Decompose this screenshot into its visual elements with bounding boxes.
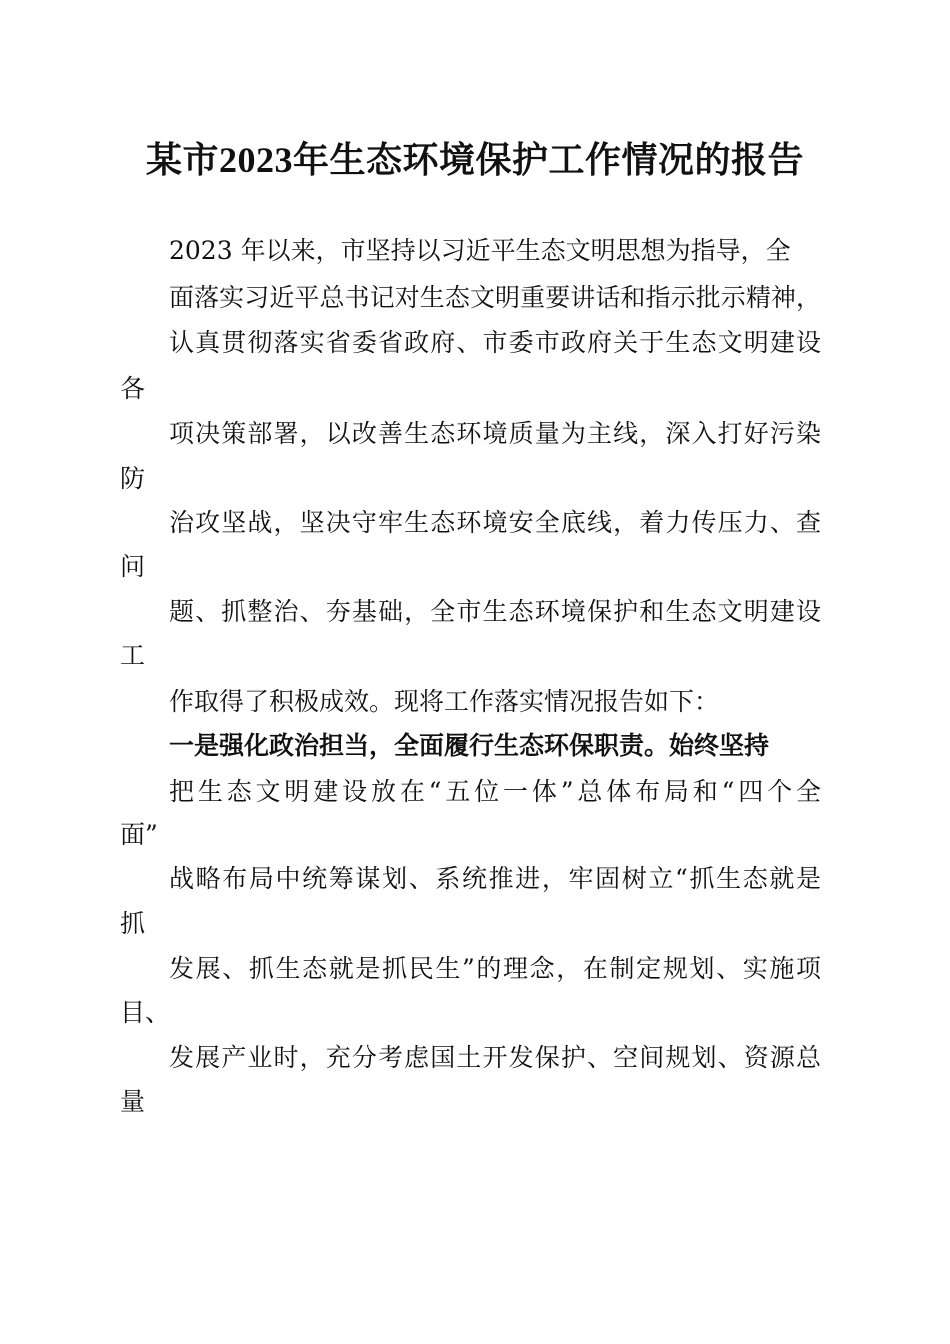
paragraph-line-6-wrap: 工 [120,641,146,670]
paragraph-line-11-wrap: 量 [120,1087,146,1116]
paragraph-line-5-wrap: 问 [120,552,146,581]
paragraph-line-9-wrap: 抓 [120,909,146,938]
section-one-heading-line: 一是强化政治担当，全面履行生态环保职责。始终坚持 [169,731,770,760]
paragraph-line-10-wrap: 目、 [120,998,171,1027]
paragraph-line-10: 发展、抓生态就是抓民生”的理念，在制定规划、实施项 [169,954,821,983]
document-title: 某市2023年生态环境保护工作情况的报告 [145,140,804,180]
paragraph-line-6: 题、抓整治、夯基础，全市生态环境保护和生态文明建设 [169,597,821,626]
paragraph-line-4-wrap: 防 [120,464,146,493]
paragraph-line-3-wrap: 各 [120,374,146,403]
paragraph-line-1: 2023 年以来，市坚持以习近平生态文明思想为指导，全 [169,236,791,265]
paragraph-line-4: 项决策部署，以改善生态环境质量为主线，深入打好污染 [169,419,821,448]
paragraph-line-7: 作取得了积极成效。现将工作落实情况报告如下： [169,687,720,716]
paragraph-line-8-wrap: 面” [120,820,158,849]
paragraph-line-2: 面落实习近平总书记对生态文明重要讲话和指示批示精神， [169,283,821,312]
paragraph-line-8: 把生态文明建设放在“五位一体”总体布局和“四个全 [169,777,821,806]
paragraph-line-11: 发展产业时，充分考虑国土开发保护、空间规划、资源总 [169,1043,821,1072]
paragraph-line-5: 治攻坚战，坚决守牢生态环境安全底线，着力传压力、查 [169,508,821,537]
paragraph-line-9: 战略布局中统筹谋划、系统推进，牢固树立“抓生态就是 [169,864,821,893]
paragraph-line-3: 认真贯彻落实省委省政府、市委市政府关于生态文明建设 [169,328,821,357]
